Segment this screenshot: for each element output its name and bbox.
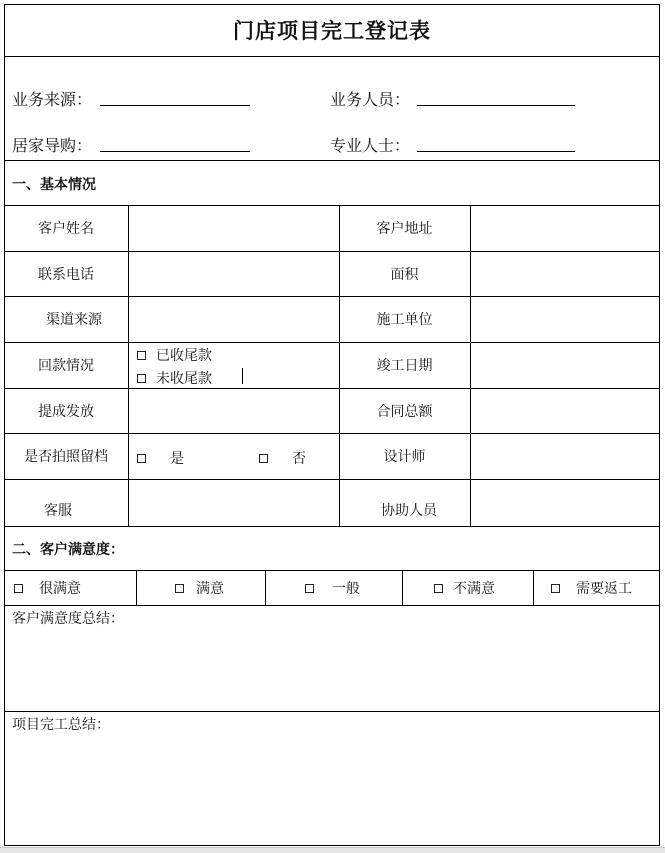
staff-label: 业务人员： (330, 90, 411, 109)
source-label: 业务来源： (12, 90, 93, 109)
satisfaction-label: 一般 (332, 581, 360, 597)
project-summary-label: 项目完工总结： (12, 717, 110, 733)
label-designer: 设计师 (383, 449, 426, 465)
expert-field[interactable] (417, 151, 575, 152)
col-line-3 (470, 205, 471, 526)
photo-option-yes[interactable] (137, 448, 184, 468)
staff-field[interactable] (417, 105, 575, 106)
checkbox-icon[interactable] (259, 454, 268, 463)
col-line-1 (128, 205, 129, 526)
label-area: 面积 (390, 266, 419, 283)
label-channel: 渠道来源 (46, 312, 102, 328)
label-payment: 回款情况 (38, 358, 94, 374)
checkbox-icon[interactable] (305, 584, 314, 593)
satisfaction-label: 需要返工 (576, 581, 632, 597)
satisfaction-unsatisfied[interactable] (434, 578, 495, 598)
text-cursor (242, 368, 243, 384)
checkbox-icon[interactable] (137, 374, 146, 383)
section-satisfaction-title: 二、客户满意度： (12, 542, 124, 558)
satisfaction-very-satisfied[interactable] (14, 578, 81, 598)
label-customer-service: 客服 (44, 503, 72, 519)
satisfaction-summary-label: 客户满意度总结： (12, 611, 124, 627)
photo-option-label: 否 (292, 451, 306, 467)
row-line (4, 711, 660, 712)
payment-option-label: 已收尾款 (156, 348, 212, 364)
opt-col-line (265, 570, 266, 605)
payment-option-not-received[interactable] (137, 368, 212, 388)
satisfaction-label: 满意 (196, 581, 224, 597)
opt-col-line (136, 570, 137, 605)
label-contract-total: 合同总额 (376, 403, 433, 420)
checkbox-icon[interactable] (551, 584, 560, 593)
label-photo-archive: 是否拍照留档 (24, 449, 108, 465)
label-assistant: 协助人员 (381, 503, 437, 519)
payment-option-label: 未收尾款 (156, 371, 212, 387)
satisfaction-satisfied[interactable] (175, 578, 224, 598)
label-contractor: 施工单位 (376, 312, 433, 328)
label-completion-date: 竣工日期 (376, 358, 433, 374)
checkbox-icon[interactable] (137, 351, 146, 360)
checkbox-icon[interactable] (175, 584, 184, 593)
payment-option-received[interactable] (137, 345, 212, 365)
checkbox-icon[interactable] (137, 454, 146, 463)
header-divider (4, 160, 660, 161)
row-line (4, 570, 660, 571)
registration-form (4, 4, 660, 846)
row-line (4, 526, 660, 527)
label-commission: 提成发放 (38, 403, 94, 420)
photo-option-label: 是 (170, 451, 184, 467)
satisfaction-label: 不满意 (453, 581, 495, 597)
checkbox-icon[interactable] (14, 584, 23, 593)
form-title: 门店项目完工登记表 (233, 18, 431, 43)
satisfaction-label: 很满意 (39, 581, 81, 597)
guide-field[interactable] (100, 151, 250, 152)
label-customer-address: 客户地址 (376, 221, 433, 237)
satisfaction-rework[interactable] (551, 578, 632, 598)
source-field[interactable] (100, 105, 250, 106)
guide-label: 居家导购： (12, 136, 93, 155)
row-line (4, 605, 660, 606)
opt-col-line (402, 570, 403, 605)
title-divider (4, 56, 660, 57)
opt-col-line (533, 570, 534, 605)
expert-label: 专业人士： (330, 136, 411, 155)
label-phone: 联系电话 (38, 266, 94, 283)
satisfaction-neutral[interactable] (305, 578, 360, 598)
status-bar (0, 847, 665, 853)
label-customer-name: 客户姓名 (38, 221, 94, 237)
photo-option-no[interactable] (259, 448, 306, 468)
section-basic-info-title: 一、基本情况 (12, 177, 96, 193)
checkbox-icon[interactable] (434, 584, 443, 593)
